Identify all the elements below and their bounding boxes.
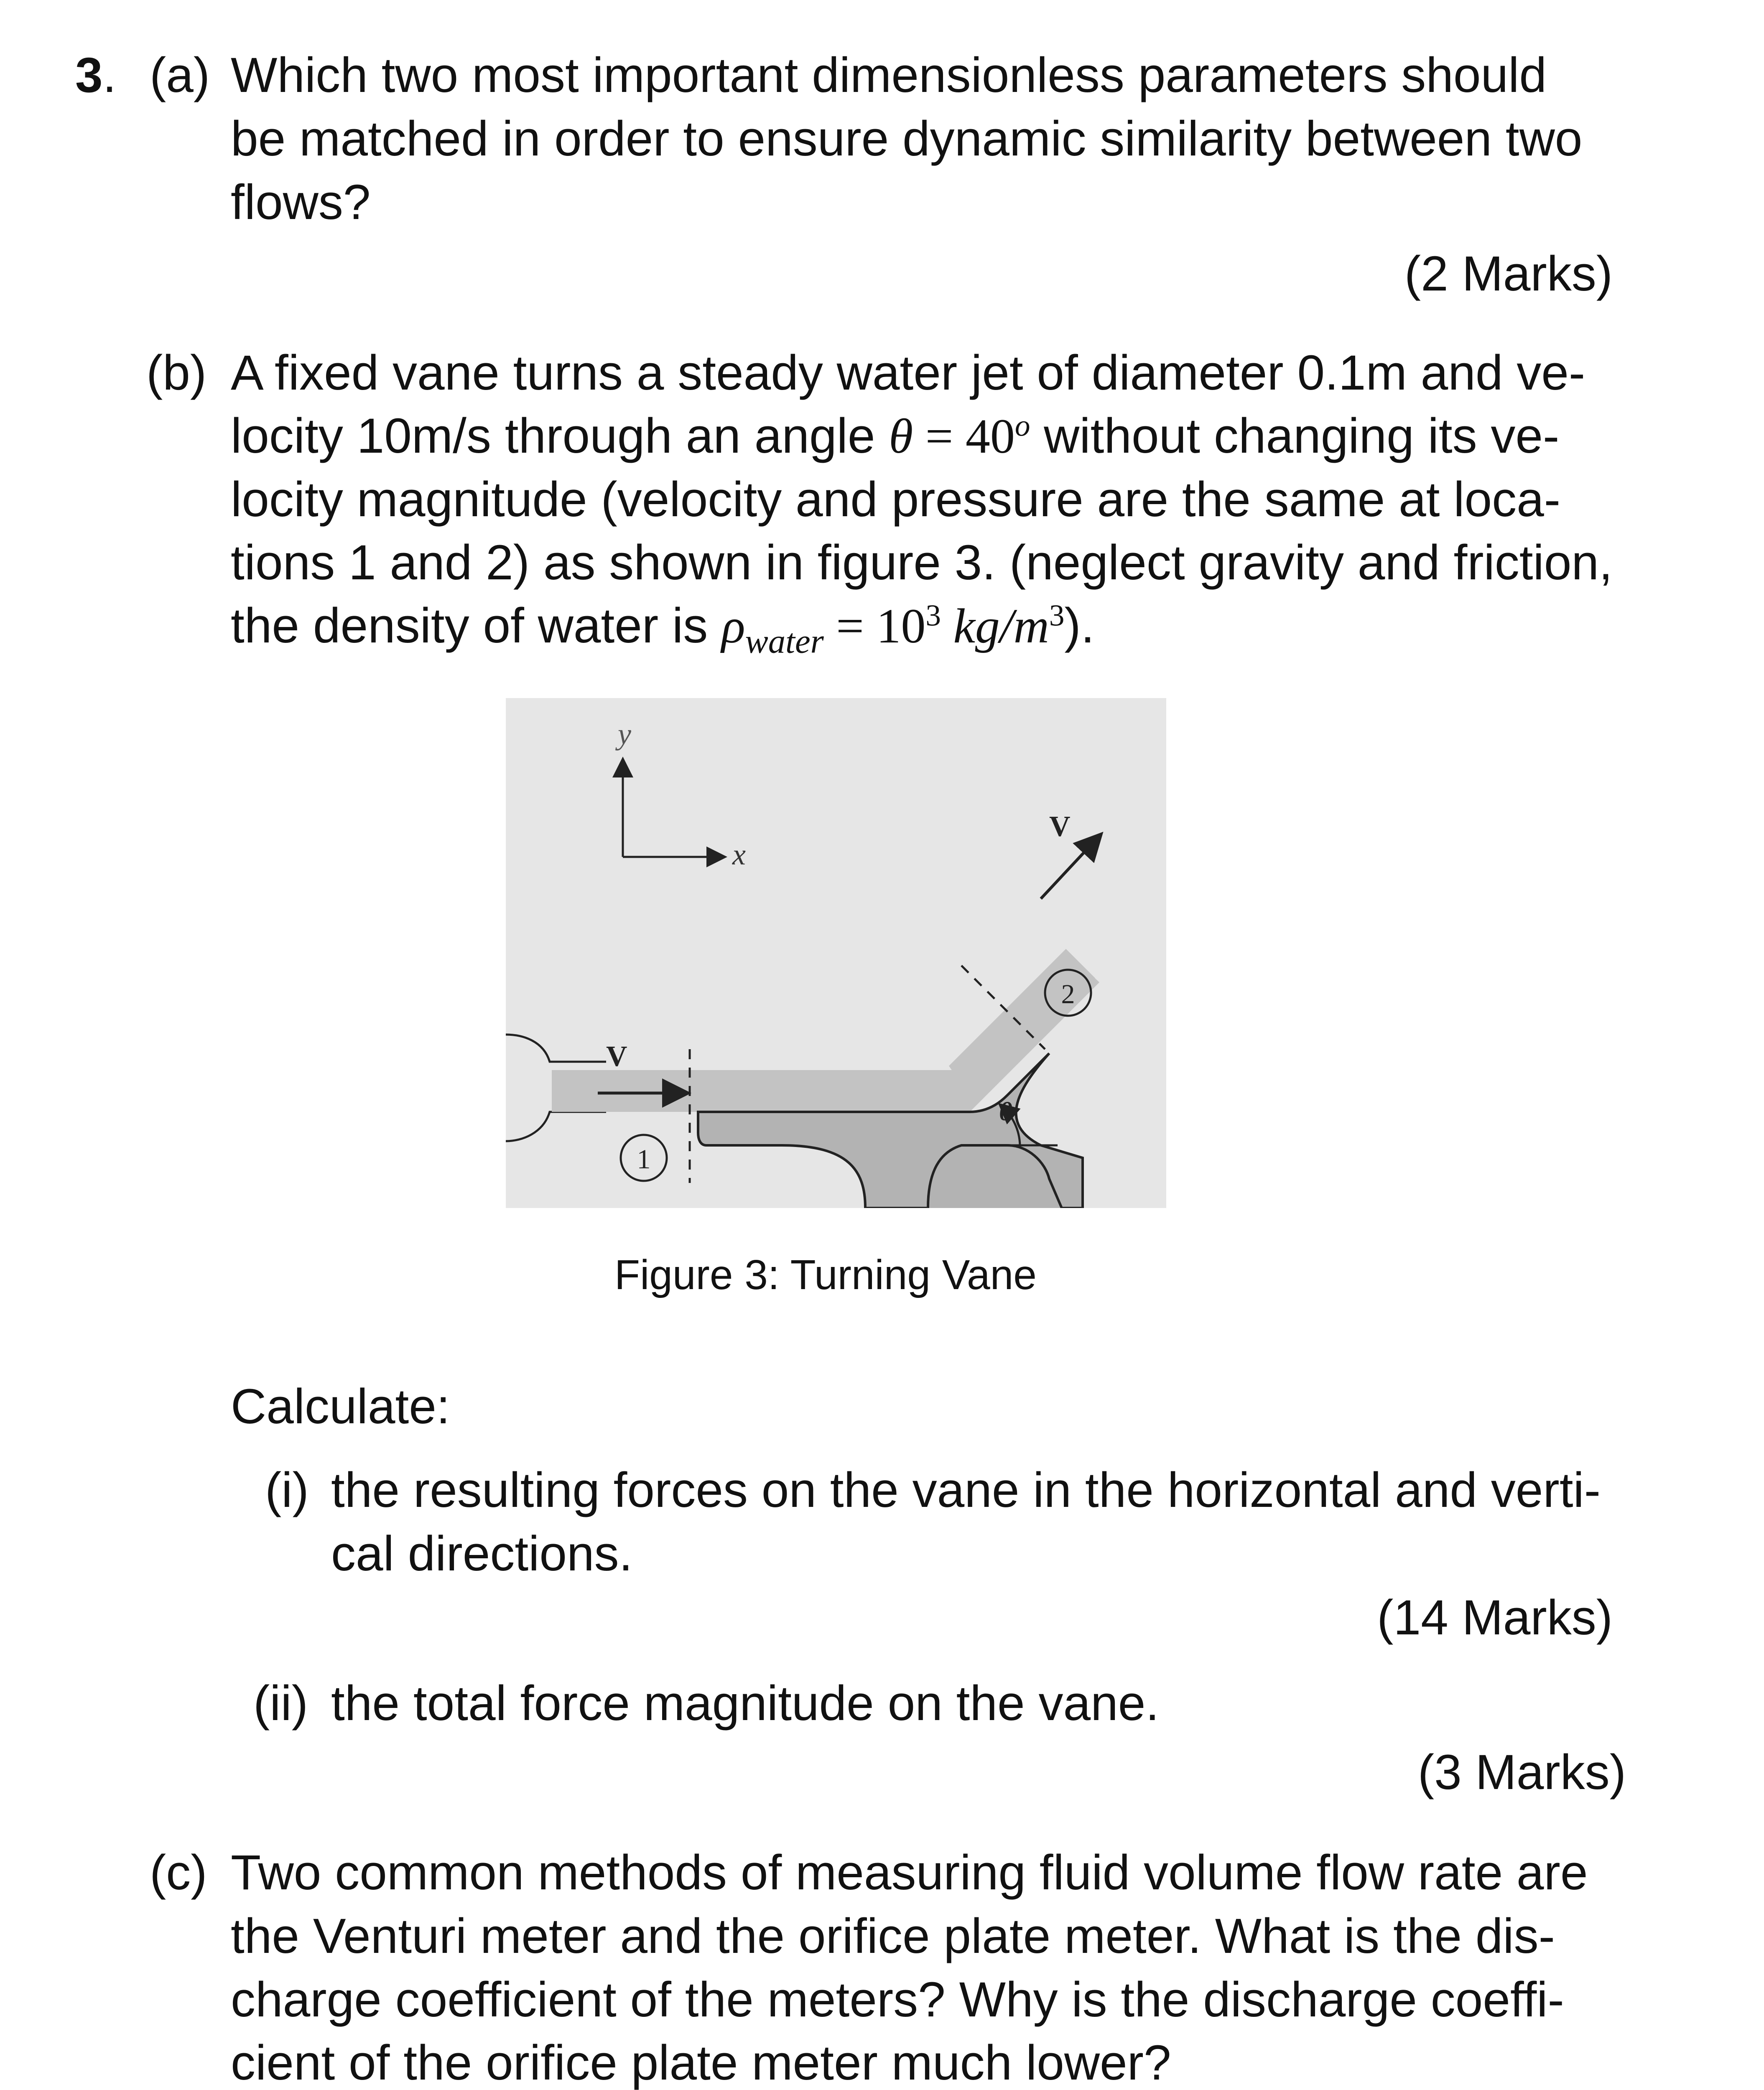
degree-superscript: o bbox=[1015, 408, 1030, 443]
equals-sign-2: = bbox=[823, 599, 877, 653]
calc-ii-line-1: the total force magnitude on the vane. bbox=[331, 1676, 1160, 1731]
density-unit: kg/m bbox=[941, 599, 1049, 653]
equals-sign: = bbox=[913, 409, 966, 464]
part-c-line-4: cient of the orifice plate meter much lower? bbox=[231, 2035, 1171, 2090]
part-c-line-1: Two common methods of measuring fluid volume flow rate are bbox=[231, 1845, 1588, 1900]
part-b-line-5 bbox=[231, 594, 1094, 658]
station-2-label: 2 bbox=[1061, 979, 1075, 1009]
calculate-heading: Calculate: bbox=[231, 1379, 450, 1434]
turning-vane-figure bbox=[506, 698, 1166, 1208]
part-a-label: (a) bbox=[150, 48, 210, 103]
calc-i-line-1: the resulting forces on the vane in the horizontal and verti- bbox=[331, 1463, 1601, 1518]
part-b-line-2-pre: locity 10m/s through an angle bbox=[231, 408, 889, 464]
rho-symbol: ρ bbox=[721, 599, 745, 653]
calc-i-marks: (14 Marks) bbox=[1377, 1590, 1613, 1645]
question-number-dot: . bbox=[102, 48, 117, 103]
part-c-line-2: the Venturi meter and the orifice plate meter. What is the dis- bbox=[231, 1909, 1555, 1964]
inlet-velocity-label: V bbox=[606, 1040, 627, 1073]
rho-subscript: water bbox=[745, 622, 824, 660]
question-number: 3 bbox=[75, 48, 103, 103]
figure-caption: Figure 3: Turning Vane bbox=[614, 1251, 1037, 1298]
part-c-label: (c) bbox=[150, 1845, 207, 1900]
part-c-line-3: charge coefficient of the meters? Why is the discharge coeffi- bbox=[231, 1972, 1564, 2027]
theta-symbol: θ bbox=[889, 409, 913, 464]
part-b-line-2 bbox=[231, 405, 1559, 468]
angle-value: 40 bbox=[965, 409, 1015, 464]
calc-ii-label: (ii) bbox=[253, 1676, 308, 1731]
part-b-line-5-post: ). bbox=[1064, 598, 1095, 653]
outlet-velocity-label: V bbox=[1049, 811, 1071, 843]
density-base: 10 bbox=[876, 599, 926, 653]
y-axis-label: y bbox=[618, 717, 631, 751]
part-b-line-4: tions 1 and 2) as shown in figure 3. (neglect gravity and friction, bbox=[231, 535, 1613, 590]
station-1-label: 1 bbox=[637, 1144, 651, 1175]
part-a-line-2: be matched in order to ensure dynamic similarity between two bbox=[231, 111, 1583, 166]
part-b-line-1: A fixed vane turns a steady water jet of diameter 0.1m and ve- bbox=[231, 345, 1586, 400]
part-a-marks: (2 Marks) bbox=[1404, 246, 1613, 301]
calc-i-label: (i) bbox=[265, 1463, 309, 1518]
density-exponent: 3 bbox=[925, 598, 941, 632]
part-b-line-5-pre: the density of water is bbox=[231, 598, 722, 653]
part-b-line-2-post: without changing its ve- bbox=[1030, 408, 1560, 464]
calc-ii-marks: (3 Marks) bbox=[1417, 1745, 1626, 1800]
part-a-line-1: Which two most important dimensionless parameters should bbox=[231, 48, 1547, 103]
density-unit-exponent: 3 bbox=[1049, 598, 1065, 632]
theta-label: θ bbox=[999, 1098, 1013, 1126]
calc-i-line-2: cal directions. bbox=[331, 1526, 633, 1581]
x-axis-label: x bbox=[732, 838, 746, 871]
part-a-line-3: flows? bbox=[231, 175, 371, 230]
part-b-line-3: locity magnitude (velocity and pressure are the same at loca- bbox=[231, 472, 1560, 527]
part-b-label: (b) bbox=[146, 345, 207, 400]
question-number-row bbox=[75, 44, 116, 107]
